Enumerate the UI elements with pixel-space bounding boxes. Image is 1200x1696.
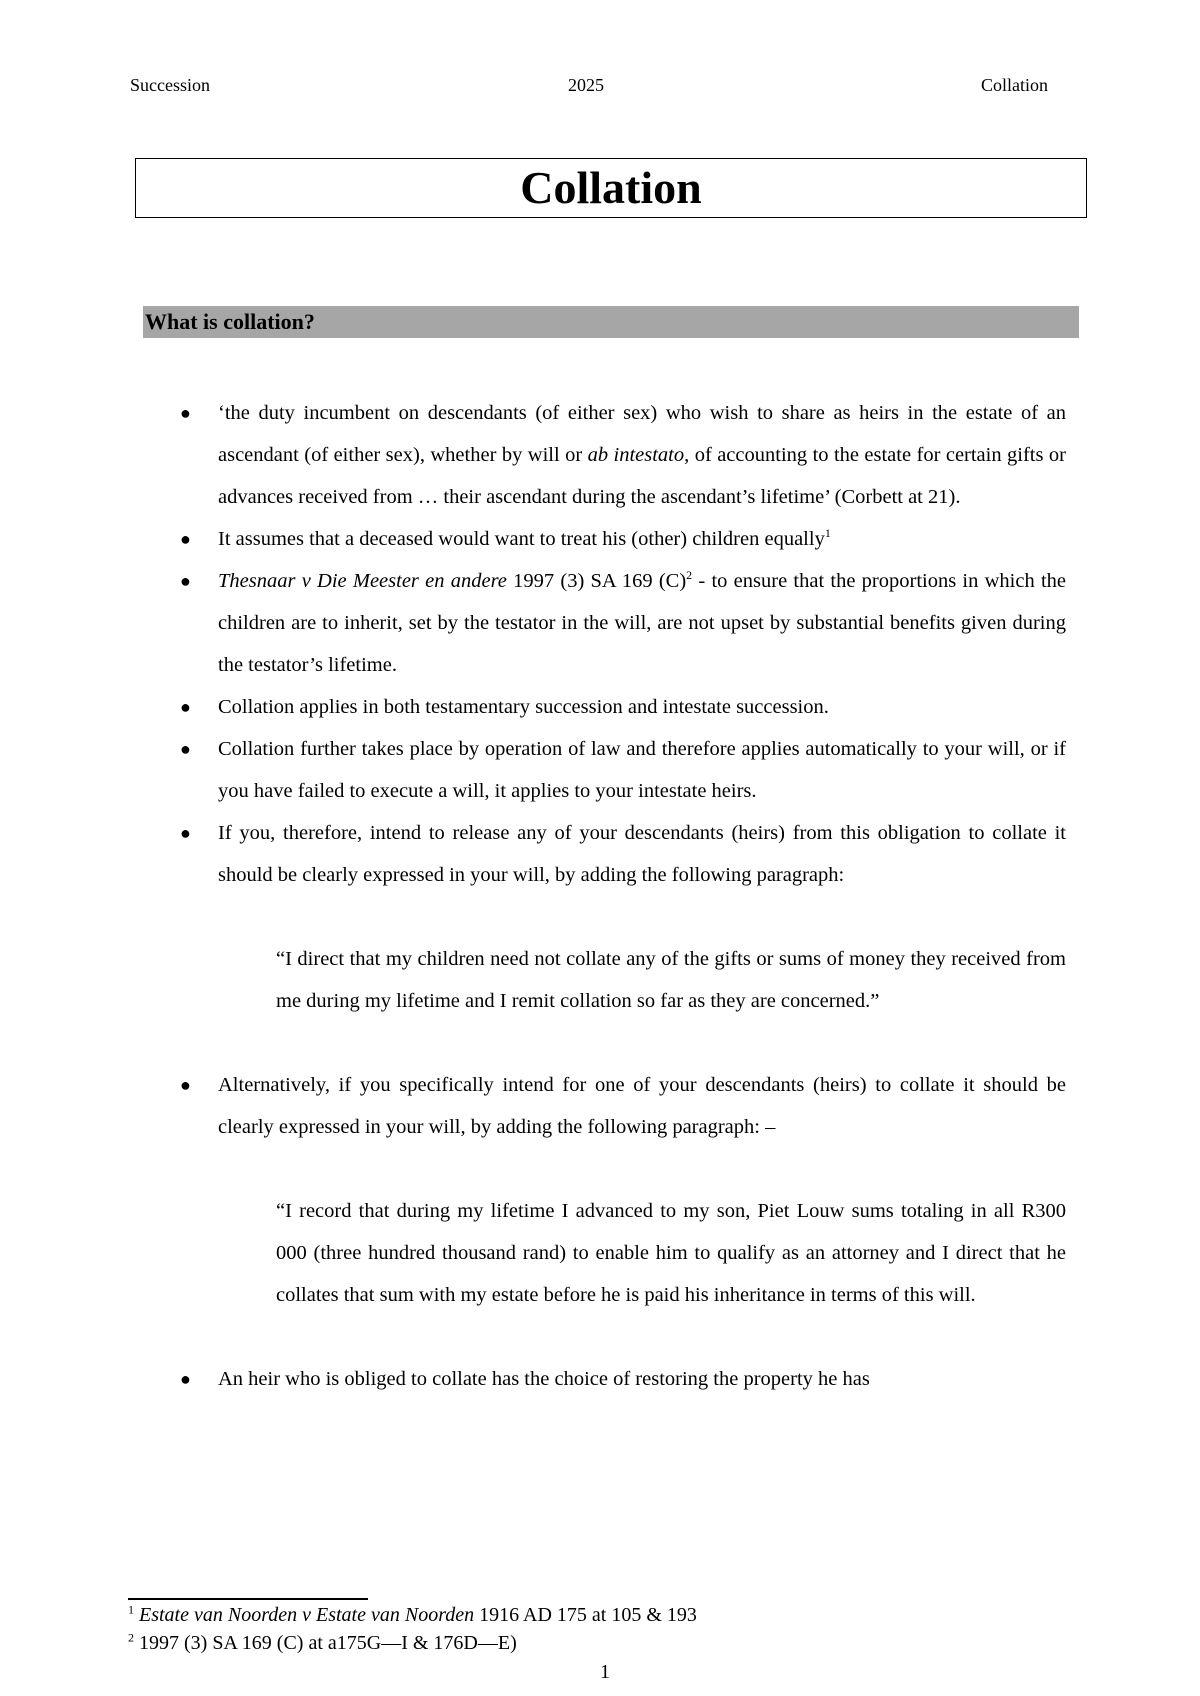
bullet-icon: ●: [180, 529, 191, 549]
bullet-text: Alternatively, if you specifically intend for one of your descendants (heirs) to collate it should be clearly expressed in your will, by adding the following paragraph: –: [218, 1074, 1066, 1138]
footnote-1: [128, 1601, 1028, 1629]
list-item: [180, 812, 1066, 1022]
bullet-icon: ●: [180, 403, 191, 423]
footnote-number: 2: [128, 1630, 134, 1645]
footnote-ref[interactable]: 2: [686, 568, 693, 583]
footnote-ref[interactable]: 1: [824, 526, 831, 541]
sample-clause-collate: “I record that during my lifetime I advanced to my son, Piet Louw sums totaling in all R300 000 (three hundred thousand rand) to enable him to qualify as an attorney and I direct that he collates that sum with my estate before he is paid his inheritance in terms of this will.: [276, 1200, 1066, 1306]
page-number: 1: [600, 1661, 610, 1683]
footnote-2: [128, 1629, 1028, 1657]
footnote-text: 1916 AD 175 at 105 & 193: [474, 1604, 697, 1626]
bullet-list: [180, 392, 1066, 1400]
list-item: [180, 1358, 1066, 1400]
title-box: [135, 158, 1087, 218]
list-item: [180, 518, 1066, 560]
section-heading-bar: [143, 306, 1079, 338]
bullet-text: If you, therefore, intend to release any of your descendants (heirs) from this obligation to collate it should be clearly expressed in your will, by adding the following paragraph:: [218, 822, 1066, 886]
list-item: [180, 728, 1066, 812]
bullet-text: An heir who is obliged to collate has the choice of restoring the property he has: [218, 1368, 870, 1390]
header-left: Succession: [130, 75, 210, 95]
header-right: Collation: [981, 75, 1048, 95]
list-item: [180, 392, 1066, 518]
bullet-icon: ●: [180, 739, 191, 759]
bullet-icon: ●: [180, 823, 191, 843]
bullet-text: ‘the duty incumbent on descendants (of either sex) who wish to share as heirs in the estate of an ascendant (of either sex), whether by will or: [218, 402, 1066, 466]
latin-term: ab intestato: [587, 444, 685, 466]
bullet-icon: ●: [180, 571, 191, 591]
list-item: [180, 1064, 1066, 1316]
footnote-separator: [128, 1598, 368, 1600]
bullet-text: , of accounting to the estate for certain gifts or advances received from … their ascendant during the ascendant’s lifetime’ (Corbett at 21).: [218, 444, 1066, 508]
case-name: Estate van Noorden v Estate van Noorden: [139, 1604, 475, 1626]
bullet-text: It assumes that a deceased would want to treat his (other) children equally: [218, 528, 825, 550]
body-content: [180, 392, 1066, 1400]
section-heading: What is collation?: [145, 309, 315, 334]
list-item: [180, 560, 1066, 686]
bullet-icon: ●: [180, 1075, 191, 1095]
sample-clause-remit: “I direct that my children need not collate any of the gifts or sums of money they received from me during my lifetime and I remit collation so far as they are concerned.”: [276, 948, 1066, 1012]
bullet-text: - to ensure that the proportions in which the children are to inherit, set by the testator in the will, are not upset by substantial benefits given during the testator’s lifetime.: [218, 570, 1067, 676]
case-citation: 1997 (3) SA 169 (C): [506, 570, 687, 592]
bullet-icon: ●: [180, 1369, 191, 1389]
footnotes: [128, 1601, 1028, 1657]
list-item: [180, 686, 1066, 728]
footnote-number: 1: [128, 1602, 134, 1617]
case-name: Thesnaar v Die Meester en andere: [218, 570, 507, 592]
page-title: Collation: [520, 162, 702, 213]
footnote-text: 1997 (3) SA 169 (C) at a175G—I & 176D—E): [134, 1632, 517, 1654]
bullet-icon: ●: [180, 697, 191, 717]
header-center: 2025: [568, 75, 604, 95]
bullet-text: Collation applies in both testamentary succession and intestate succession.: [218, 696, 829, 718]
bullet-text: Collation further takes place by operation of law and therefore applies automatically to your will, or if you have failed to execute a will, it applies to your intestate heirs.: [218, 738, 1066, 802]
